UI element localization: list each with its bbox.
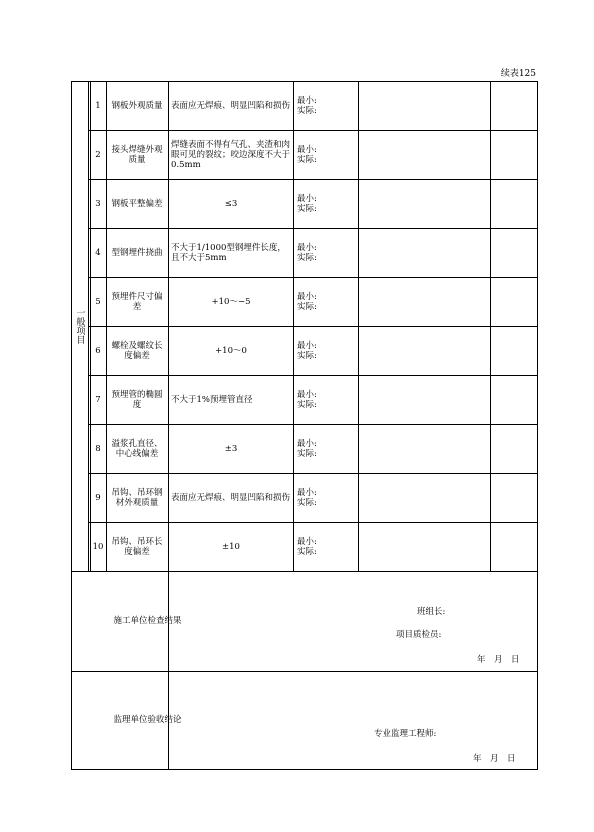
min-label: 最小: [297, 95, 317, 106]
item-name: 预埋管的椭圆度 [111, 389, 163, 410]
section-label: 一般项目 [74, 308, 85, 344]
item-standard: ±10 [222, 541, 240, 552]
item-name: 钢板平整偏差 [111, 198, 163, 209]
measurement-cell [297, 81, 356, 130]
inspection-table [71, 81, 537, 769]
item-number: 10 [92, 541, 104, 552]
item-name: 预埋件尺寸偏差 [111, 291, 163, 312]
team-leader-label: 班组长: [417, 607, 446, 617]
actual-label: 实际: [297, 399, 317, 410]
item-standard: 表面应无焊痕、明显凹陷和损伤 [171, 100, 291, 111]
actual-label: 实际: [297, 301, 317, 312]
measurement-cell [297, 179, 356, 228]
min-label: 最小: [297, 487, 317, 498]
item-standard: 不大于1%预埋管直径 [171, 394, 253, 405]
min-label: 最小: [297, 193, 317, 204]
item-number: 5 [95, 296, 101, 307]
remark-cell [491, 130, 537, 179]
construction-date: 年 月 日 [477, 655, 520, 665]
actual-label: 实际: [297, 350, 317, 361]
value-cell [359, 81, 490, 130]
actual-label: 实际: [297, 203, 317, 214]
item-number: 6 [95, 345, 101, 356]
remark-cell [491, 228, 537, 277]
remark-cell [491, 81, 537, 130]
min-label: 最小: [297, 389, 317, 400]
min-label: 最小: [297, 242, 317, 253]
item-number: 1 [95, 100, 101, 111]
actual-label: 实际: [297, 497, 317, 508]
column-divider [293, 81, 294, 571]
supervision-date: 年 月 日 [473, 754, 516, 764]
item-name: 吊钩、吊环钢材外观质量 [111, 487, 163, 508]
remark-cell [491, 326, 537, 375]
item-standard: +10～0 [215, 345, 247, 356]
remark-cell [491, 375, 537, 424]
measurement-cell [297, 522, 356, 571]
value-cell [359, 277, 490, 326]
measurement-cell [297, 228, 356, 277]
item-name: 溢浆孔直径、中心线偏差 [111, 438, 163, 459]
min-label: 最小: [297, 438, 317, 449]
value-cell [359, 375, 490, 424]
item-standard: ≤3 [224, 198, 238, 209]
quality-inspector-label: 项目质检员: [396, 630, 442, 640]
remark-cell [491, 522, 537, 571]
measurement-cell [297, 473, 356, 522]
table-border-bottom [71, 769, 538, 770]
measurement-cell [297, 375, 356, 424]
item-number: 4 [95, 247, 101, 258]
actual-label: 实际: [297, 105, 317, 116]
min-label: 最小: [297, 340, 317, 351]
actual-label: 实际: [297, 252, 317, 263]
column-divider [106, 81, 107, 571]
item-standard: ±3 [224, 443, 238, 454]
item-standard: 焊缝表面不得有气孔、夹渣和肉眼可见的裂纹；咬边深度不大于0.5mm [171, 139, 291, 170]
item-name: 螺栓及螺纹长度偏差 [111, 340, 163, 361]
construction-result-label: 施工单位检查结果 [113, 616, 182, 626]
value-cell [359, 179, 490, 228]
continued-table-label: 续表125 [500, 69, 536, 79]
item-number: 2 [95, 149, 101, 160]
item-name: 钢板外观质量 [111, 100, 163, 111]
item-standard: 表面应无焊痕、明显凹陷和损伤 [171, 492, 291, 503]
value-cell [359, 522, 490, 571]
item-number: 8 [95, 443, 101, 454]
item-name: 吊钩、吊环长度偏差 [111, 536, 163, 557]
item-number: 7 [95, 394, 101, 405]
actual-label: 实际: [297, 448, 317, 459]
value-cell [359, 424, 490, 473]
min-label: 最小: [297, 144, 317, 155]
measurement-cell [297, 326, 356, 375]
remark-cell [491, 179, 537, 228]
value-cell [359, 228, 490, 277]
item-standard: +10～−5 [211, 296, 251, 307]
value-cell [359, 130, 490, 179]
item-name: 型钢埋件挠曲 [111, 247, 163, 258]
item-number: 9 [95, 492, 101, 503]
item-name: 接头焊缝外观质量 [111, 144, 163, 165]
actual-label: 实际: [297, 154, 317, 165]
measurement-cell [297, 424, 356, 473]
min-label: 最小: [297, 291, 317, 302]
item-standard: 不大于1/1000型钢埋件长度，且不大于5mm [171, 242, 286, 263]
column-divider [88, 81, 89, 571]
value-cell [359, 326, 490, 375]
remark-cell [491, 277, 537, 326]
value-cell [359, 473, 490, 522]
supervising-engineer-label: 专业监理工程师: [374, 729, 437, 739]
table-border-right [537, 81, 538, 769]
measurement-cell [297, 277, 356, 326]
remark-cell [491, 473, 537, 522]
measurement-cell [297, 130, 356, 179]
column-divider [168, 81, 169, 571]
actual-label: 实际: [297, 546, 317, 557]
item-number: 3 [95, 198, 101, 209]
supervision-conclusion-label: 监理单位验收结论 [113, 715, 182, 725]
min-label: 最小: [297, 536, 317, 547]
remark-cell [491, 424, 537, 473]
